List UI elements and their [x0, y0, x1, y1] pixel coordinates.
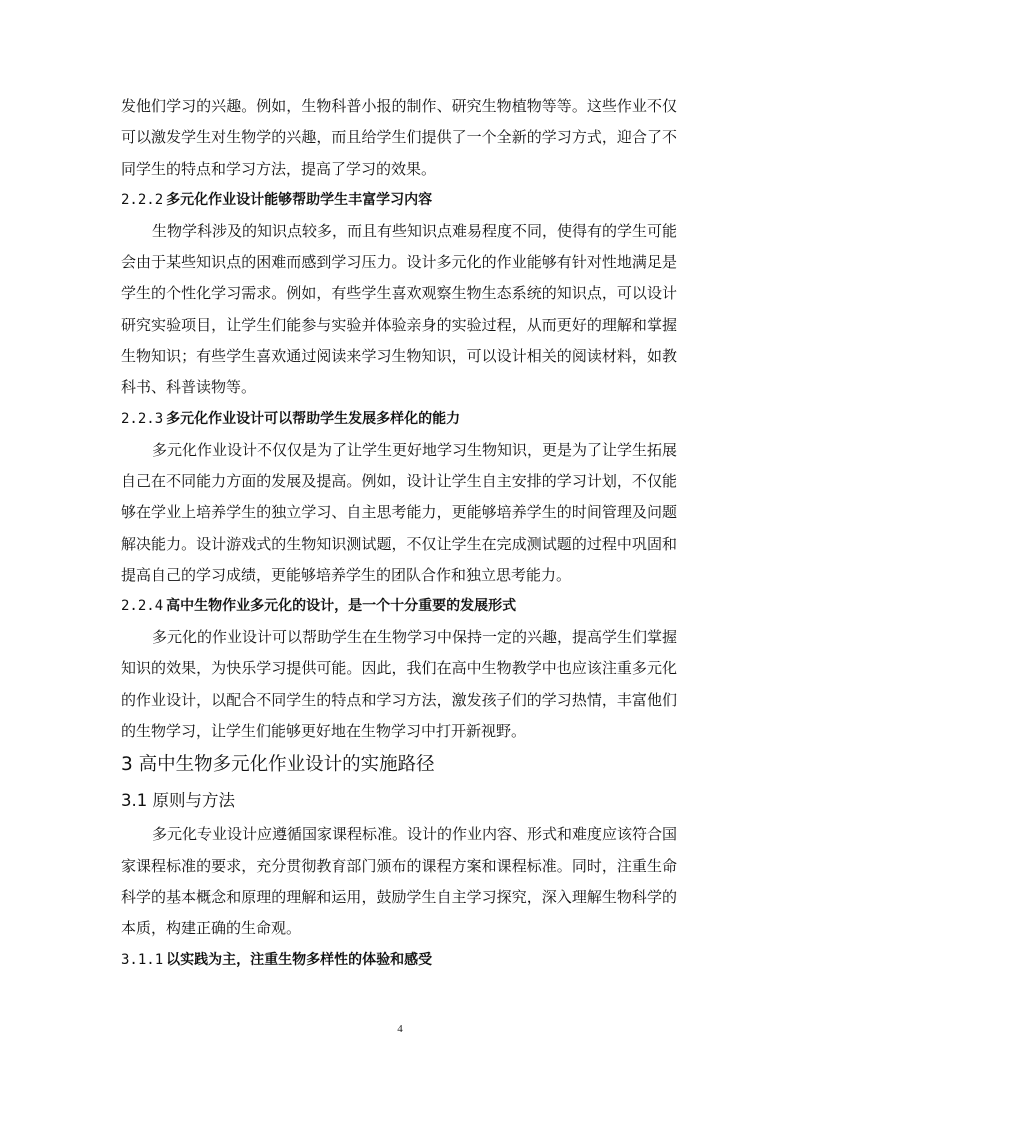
paragraph-2-2-2: 生物学科涉及的知识点较多，而且有些知识点难易程度不同，使得有的学生可能会由于某些知识点的困难而感到学习压力。设计多元化的作业能够有针对性地满足是学生的个性化学习需求。例如，有些学生喜欢观察生物生态系统的知识点，可以设计研究实验项目，让学生们能参与实验并体验亲身的实验过程，从而更好的理解和掌握生物知识；有些学生喜欢通过阅读来学习生物知识，可以设计相关的阅读材料，如教科书、科普读物等。 [121, 221, 678, 397]
heading-number: 2.2.4 [121, 598, 164, 615]
heading-number: 2.2.2 [121, 191, 164, 208]
page-body [121, 91, 677, 976]
heading-3-1-1 [121, 945, 677, 976]
page-number: 4 [397, 1023, 403, 1035]
heading-3-1: 3.1 原则与方法 [121, 791, 235, 811]
heading-text: 多元化作业设计可以帮助学生发展多样化的能力 [166, 410, 461, 427]
paragraph-intro: 发他们学习的兴趣。例如，生物科普小报的制作、研究生物植物等等。这些作业不仅可以激发学生对生物学的兴趣，而且给学生们提供了一个全新的学习方式，迎合了不同学生的特点和学习方法，提高了学习的效果。 [121, 97, 677, 178]
heading-number: 2.2.3 [121, 410, 164, 427]
paragraph-2-2-4: 多元化的作业设计可以帮助学生在生物学习中保持一定的兴趣，提高学生们掌握知识的效果，为快乐学习提供可能。因此，我们在高中生物教学中也应该注重多元化的作业设计，以配合不同学生的特点和学习方法，激发孩子们的学习热情，丰富他们的生物学习，让学生们能够更好地在生物学习中打开新视野。 [121, 628, 678, 741]
heading-number: 3.1.1 [121, 951, 164, 968]
heading-section-3: 3 高中生物多元化作业设计的实施路径 [121, 754, 435, 776]
paragraph-2-2-3: 多元化作业设计不仅仅是为了让学生更好地学习生物知识，更是为了让学生拓展自己在不同能力方面的发展及提高。例如，设计让学生自主安排的学习计划，不仅能够在学业上培养学生的独立学习、自主思考能力，更能够培养学生的时间管理及问题解决能力。设计游戏式的生物知识测试题，不仅让学生在完成测试题的过程中巩固和提高自己的学习成绩，更能够培养学生的团队合作和独立思考能力。 [121, 440, 678, 584]
heading-2-2-2 [121, 185, 677, 216]
heading-text: 多元化作业设计能够帮助学生丰富学习内容 [166, 191, 433, 208]
paragraph-3-1: 多元化专业设计应遵循国家课程标准。设计的作业内容、形式和难度应该符合国家课程标准的要求，充分贯彻教育部门颁布的课程方案和课程标准。同时，注重生命科学的基本概念和原理的理解和运用，鼓励学生自主学习探究，深入理解生物科学的本质，构建正确的生命观。 [121, 825, 678, 938]
heading-text: 以实践为主，注重生物多样性的体验和感受 [166, 951, 433, 968]
heading-2-2-3 [121, 404, 677, 435]
heading-2-2-4 [121, 591, 677, 622]
heading-text: 高中生物作业多元化的设计，是一个十分重要的发展形式 [166, 598, 517, 615]
